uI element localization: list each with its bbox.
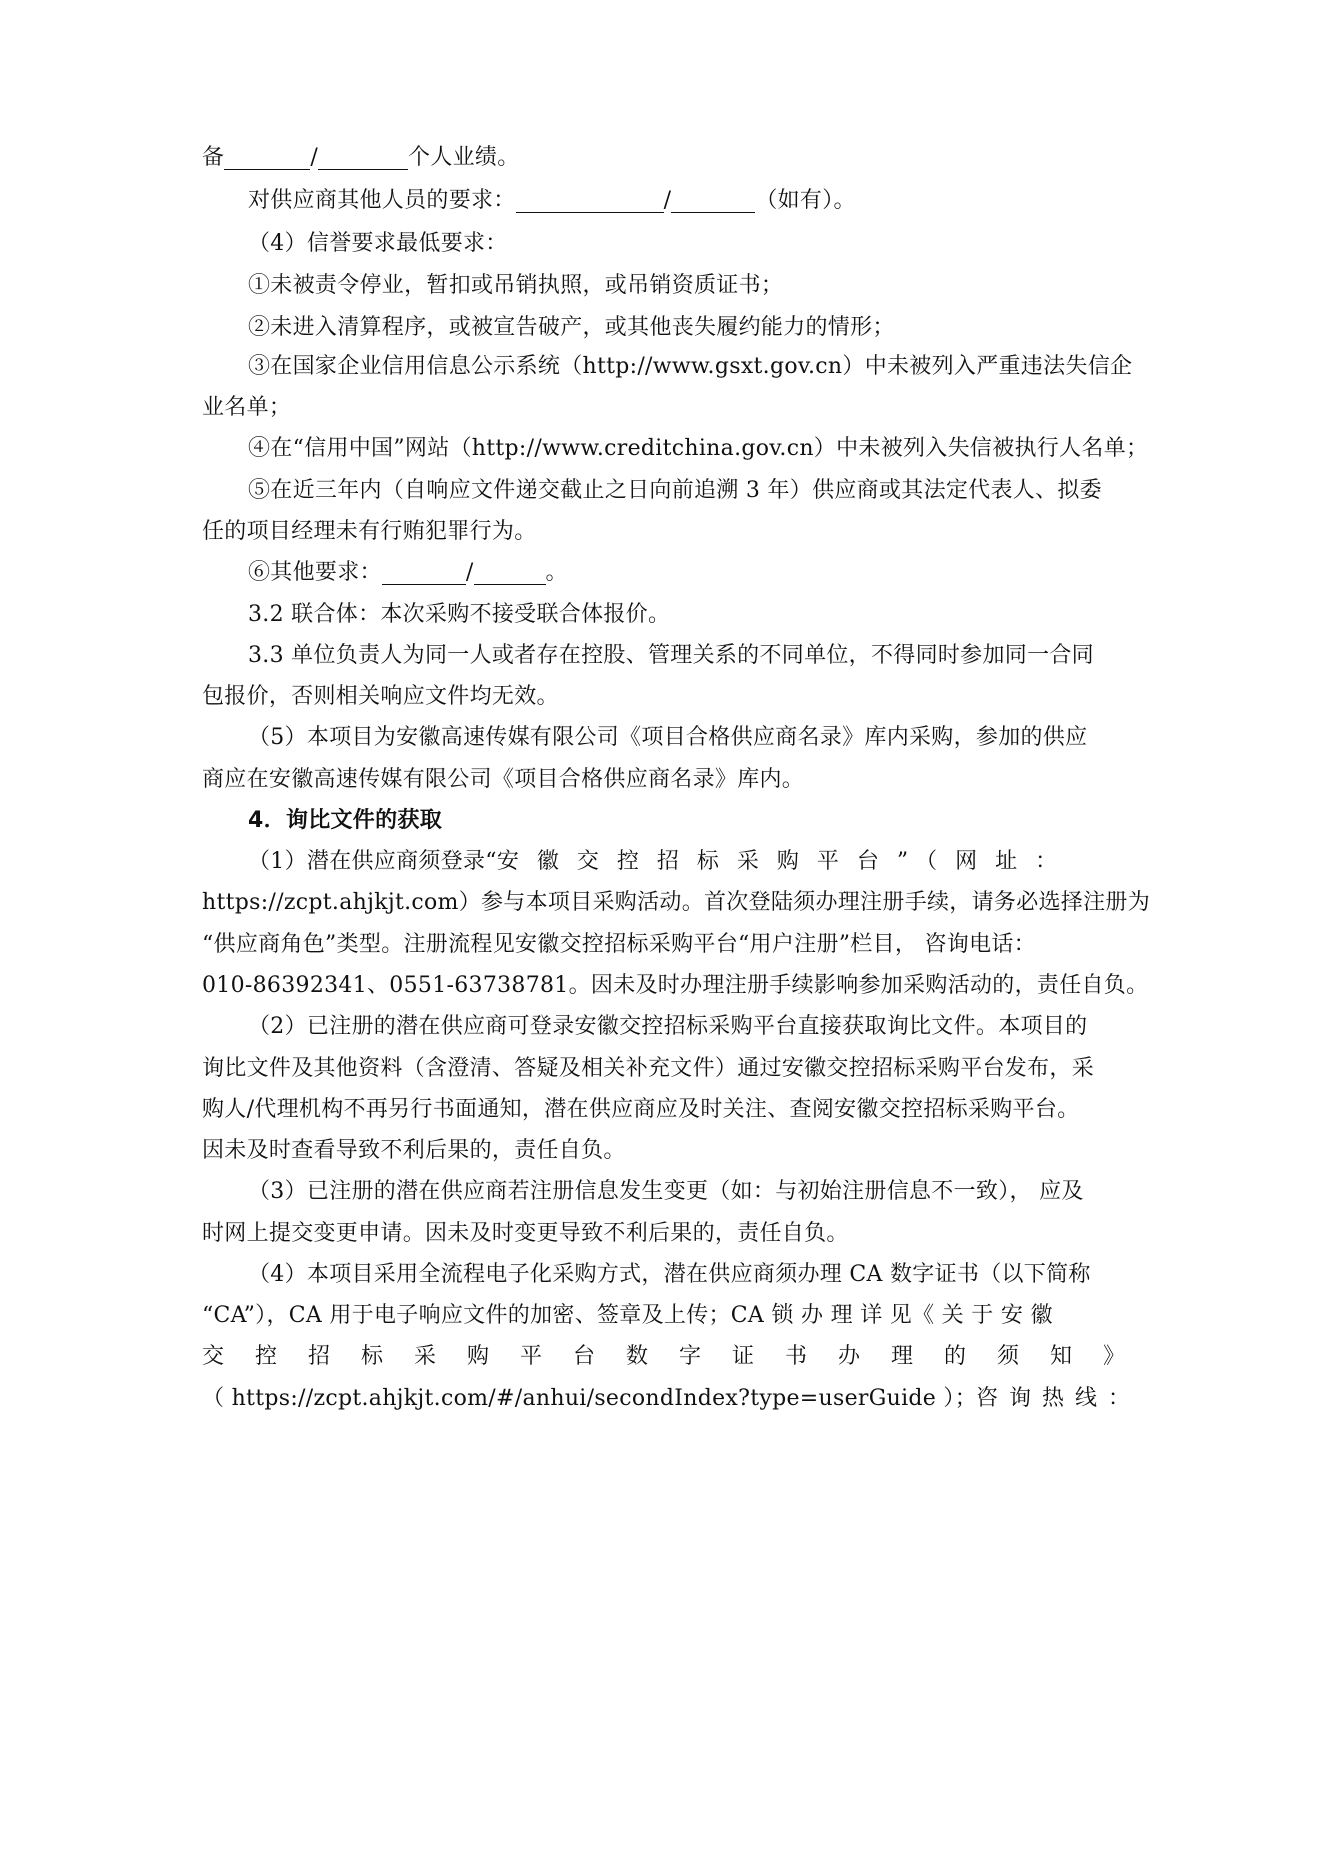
text: /	[465, 560, 474, 585]
acquisition-item-1-cont-2: “供应商角色”类型。注册流程见安徽交控招标采购平台“用户注册”栏目， 咨询电话：	[202, 932, 1036, 957]
blank-field	[382, 560, 466, 585]
credit-item-6	[248, 558, 1132, 588]
platform-name: 安徽交控招标采购平台	[496, 849, 897, 874]
acquisition-item-4-cont-1: “CA”），CA 用于电子响应文件的加密、签章及上传；CA 锁 办 理 详 见《 关 于 安 徽	[202, 1303, 1053, 1328]
credit-item-2: ②未进入清算程序，或被宣告破产，或其他丧失履约能力的情形；	[248, 315, 895, 340]
hotline-label: 咨 询 热 线 ：	[976, 1386, 1132, 1411]
credit-item-5: ⑤在近三年内（自响应文件递交截止之日向前追溯 3 年）供应商或其法定代表人、拟委	[248, 478, 1102, 503]
acquisition-item-1-cont-3: 010-86392341、0551-63738781。因未及时办理注册手续影响参加采购活动的，责任自负。	[202, 973, 1149, 998]
blank-field	[474, 560, 546, 585]
text: ⑥其他要求：	[248, 560, 382, 585]
consortium-clause: 3.2 联合体：本次采购不接受联合体报价。	[248, 602, 671, 627]
same-responsible-clause-cont: 包报价，否则相关响应文件均无效。	[202, 684, 559, 709]
blank-field	[516, 188, 664, 213]
guide-url-text: （ https://zcpt.ahjkjt.com/#/anhui/secondIndex?type=userGuide ）；	[202, 1386, 977, 1411]
acquisition-item-2-cont-3: 因未及时查看导致不利后果的，责任自负。	[202, 1138, 626, 1163]
text: 对供应商其他人员的要求：	[248, 188, 516, 213]
acquisition-item-4: （4）本项目采用全流程电子化采购方式，潜在供应商须办理 CA 数字证书（以下简称	[248, 1262, 1091, 1287]
blank-field	[671, 188, 755, 213]
acquisition-item-3: （3）已注册的潜在供应商若注册信息发生变更（如：与初始注册信息不一致）， 应及	[248, 1179, 1084, 1204]
text: ”（网址：	[896, 849, 1076, 874]
text: （1）潜在供应商须登录“	[248, 849, 497, 874]
text: /	[663, 188, 672, 213]
same-responsible-clause: 3.3 单位负责人为同一人或者存在控股、管理关系的不同单位，不得同时参加同一合同	[248, 643, 1094, 668]
text: 备	[202, 145, 225, 170]
credit-requirement-heading: （4）信誉要求最低要求：	[248, 231, 508, 256]
acquisition-item-2-cont-1: 询比文件及其他资料（含澄清、答疑及相关补充文件）通过安徽交控招标采购平台发布，采	[202, 1056, 1095, 1081]
credit-item-4: ④在“信用中国”网站（http://www.creditchina.gov.cn）中未被列入失信被执行人名单；	[248, 436, 1149, 461]
credit-item-3: ③在国家企业信用信息公示系统（http://www.gsxt.gov.cn）中未被列入严重违法失信企	[248, 354, 1133, 379]
acquisition-item-4-cont-3	[202, 1384, 1132, 1414]
line-personal-performance	[202, 143, 1132, 173]
blank-field	[318, 145, 408, 170]
qualified-supplier-clause-cont: 商应在安徽高速传媒有限公司《项目合格供应商名录》库内。	[202, 767, 805, 792]
acquisition-item-3-cont: 时网上提交变更申请。因未及时变更导致不利后果的，责任自负。	[202, 1221, 849, 1246]
acquisition-item-2: （2）已注册的潜在供应商可登录安徽交控招标采购平台直接获取询比文件。本项目的	[248, 1014, 1088, 1039]
qualified-supplier-clause: （5）本项目为安徽高速传媒有限公司《项目合格供应商名录》库内采购，参加的供应	[248, 725, 1088, 750]
credit-item-5-cont: 任的项目经理未有行贿犯罪行为。	[202, 519, 537, 544]
section-heading-document-acquisition: 4．询比文件的获取	[248, 808, 443, 833]
text: 个人业绩。	[408, 145, 520, 170]
acquisition-item-1	[248, 847, 1132, 877]
credit-item-1: ①未被责令停业，暂扣或吊销执照，或吊销资质证书；	[248, 273, 784, 298]
acquisition-item-2-cont-2: 购人/代理机构不再另行书面通知，潜在供应商应及时关注、查阅安徽交控招标采购平台。	[202, 1097, 1080, 1122]
text: 。	[545, 560, 568, 585]
text: /	[310, 145, 319, 170]
text: （如有）。	[755, 188, 856, 213]
line-other-staff-requirement	[248, 186, 1132, 216]
blank-field	[224, 145, 310, 170]
acquisition-item-1-cont-1: https://zcpt.ahjkjt.com）参与本项目采购活动。首次登陆须办理注册手续，请务必选择注册为	[202, 890, 1151, 915]
acquisition-item-4-cont-2: 交控招标采购平台数字证书办理的须知》	[202, 1344, 1157, 1369]
credit-item-3-cont: 业名单；	[202, 395, 292, 420]
